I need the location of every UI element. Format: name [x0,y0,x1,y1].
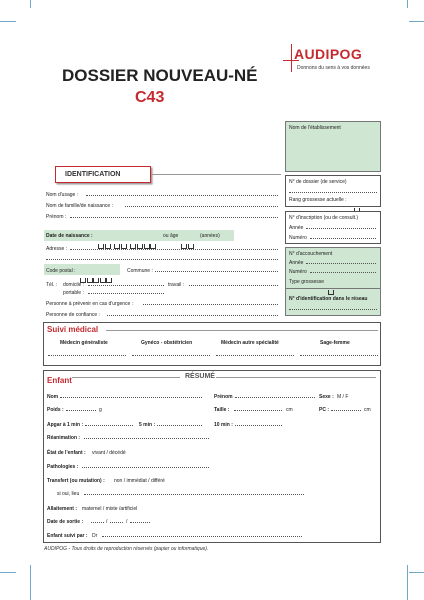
crop-mark [407,0,408,8]
crop-mark [409,21,424,22]
allaitement-value[interactable]: maternel / mixte /artificiel [82,506,138,512]
reseau-field[interactable] [289,309,377,310]
suivi-field-3[interactable] [216,355,294,356]
poids-field[interactable] [66,410,96,411]
identification-title: IDENTIFICATION [65,171,121,178]
resume-rule-right [216,377,376,378]
tel-label: Tél. : [46,282,58,288]
confiance-label: Personne de confiance : [46,312,100,318]
poids-unit: g [99,407,102,413]
service-box [285,175,381,207]
reseau-label: N° d'identification dans le réseau [289,296,368,302]
annee-label: Année [289,225,304,231]
crop-mark [30,0,31,8]
sortie-sep: / [106,519,108,525]
poids-label: Poids : [47,407,64,413]
pc-label: PC : [319,407,329,413]
commune-field[interactable] [155,271,278,272]
brand-tagline: Donnons du sens à vos données [297,65,370,71]
suivi-col-generaliste: Médecin généraliste [60,340,108,346]
enfant-prenom-field[interactable] [235,397,315,398]
confiance-field[interactable] [107,315,278,316]
suivi-field-1[interactable] [48,355,126,356]
establishment-label: Nom de l'établissement [289,125,341,131]
domicile-field[interactable] [88,285,164,286]
nom-famille-field[interactable] [125,206,278,207]
adresse-field-2[interactable] [46,259,278,260]
si-oui-label: si oui, lieu [57,491,80,497]
nom-famille-label: Nom de famille/de naissance : [46,203,113,209]
accouchement-annee-field[interactable] [306,263,376,264]
sortie-year[interactable] [130,522,150,523]
lieu-field[interactable] [84,494,304,495]
enfant-prenom-label: Prénom [214,394,233,400]
brand-name: AUDIPOG [294,46,363,62]
establishment-box[interactable] [285,121,381,172]
nom-usage-field[interactable] [86,195,278,196]
suivi-medical-title: Suivi médical [47,325,99,334]
taille-field[interactable] [234,410,282,411]
crop-mark [409,572,424,573]
enfant-title: Enfant [47,376,72,385]
rang-label: Rang grossesse actuelle : [289,197,347,203]
nom-label: Nom [47,394,59,400]
resume-label: RÉSUMÉ [185,373,215,380]
dossier-field[interactable] [289,192,377,193]
dob-label: Date de naissance : [46,233,93,239]
crop-mark [407,565,408,600]
suivi-field-2[interactable] [132,355,210,356]
suivi-col-autre: Médecin autre spécialité [221,340,279,346]
type-grossesse-field[interactable] [328,277,335,295]
enfant-box [43,370,381,543]
dr-field[interactable] [102,536,302,537]
transfert-value[interactable]: non / immédiat / différé [114,478,165,484]
suivi-col-gyneco: Gynéco - obstétricien [141,340,193,346]
urgence-label: Personne à prévenir en cas d'urgence : [46,301,134,307]
apgar5-field[interactable] [157,425,202,426]
travail-field[interactable] [189,285,278,286]
numero-label: Numéro [289,235,307,241]
accouchement-numero-field[interactable] [310,272,376,273]
crop-mark [0,21,16,22]
identification-header [55,166,151,183]
inscription-box [285,211,381,244]
pathologies-label: Pathologies : [47,464,79,470]
apgar1-field[interactable] [85,425,133,426]
apgar10-field[interactable] [235,425,282,426]
nom-usage-label: Nom d'usage : [46,192,79,198]
etat-value[interactable]: vivant / décédé [92,450,126,456]
prenom-label: Prénom : [46,214,67,220]
dob-field[interactable] [98,231,157,239]
nom-field[interactable] [60,397,202,398]
reseau-separator [286,288,381,289]
pc-field[interactable] [331,410,361,411]
inscription-label: N° d'inscription (ou de consult.) [289,215,359,221]
accouchement-box [285,247,381,316]
commune-label: Commune : [127,268,153,274]
accouchement-numero-label: Numéro [289,269,307,275]
dossier-label: N° de dossier (de service) [289,179,347,185]
apgar1-label: Apgar à 1 min : [47,422,84,428]
copyright-footer: AUDIPOG - Tous droits de reproduction réservés (papier ou informatique). [44,546,209,552]
pc-unit: cm [364,407,371,413]
suivi-field-4[interactable] [300,355,378,356]
apgar10-label: 10 min : [214,422,233,428]
prenom-field[interactable] [70,217,278,218]
sortie-day[interactable] [91,522,104,523]
apgar5-label: 5 min : [139,422,156,428]
type-grossesse-label: Type grossesse [289,279,325,285]
sexe-label: Sexe : [319,394,334,400]
sexe-value[interactable]: M / F [337,394,349,400]
dr-label: Dr [92,533,98,539]
page-title: DOSSIER NOUVEAU-NÉ [62,66,258,85]
annee-field[interactable] [306,228,376,229]
pathologies-field[interactable] [82,467,209,468]
sortie-sep: / [126,519,128,525]
code-postal-label: Code postal : [46,268,76,274]
code-postal-field[interactable] [80,265,113,273]
reanimation-field[interactable] [84,438,209,439]
taille-label: Taille : [214,407,230,413]
transfert-label: Transfert (ou mutation) : [47,478,105,484]
adresse-label: Adresse : [46,246,68,252]
etat-label: État de l'enfant : [47,450,86,456]
identification-top-rule [151,174,281,175]
sortie-label: Date de sortie : [47,519,84,525]
accouchement-annee-label: Année [289,260,304,266]
age-field[interactable] [181,231,194,239]
adresse-field[interactable] [70,249,278,250]
suivi-title-rule [106,330,378,331]
urgence-field[interactable] [143,304,278,305]
suivi-par-label: Enfant suivi par : [47,533,88,539]
document-code: C43 [135,89,165,106]
accouchement-label: N° d'accouchement [289,251,333,257]
resume-rule-left [72,377,180,378]
numero-field[interactable] [310,238,376,239]
crop-mark [0,572,16,573]
portable-label: portable : [63,290,84,296]
domicile-label: domicile : [63,282,85,288]
suivi-col-sage-femme: Sage-femme [320,340,350,346]
sortie-month[interactable] [110,522,123,523]
taille-unit: cm [286,407,293,413]
brand-logo [283,42,383,82]
age-unit: (années) [200,233,220,239]
allaitement-label: Allaitement : [47,506,78,512]
portable-field[interactable] [88,293,164,294]
reanimation-label: Réanimation : [47,435,81,441]
travail-label: travail : [168,282,185,288]
suivi-medical-box [43,322,381,366]
crop-mark [30,565,31,600]
age-label: ou âge [163,233,179,239]
